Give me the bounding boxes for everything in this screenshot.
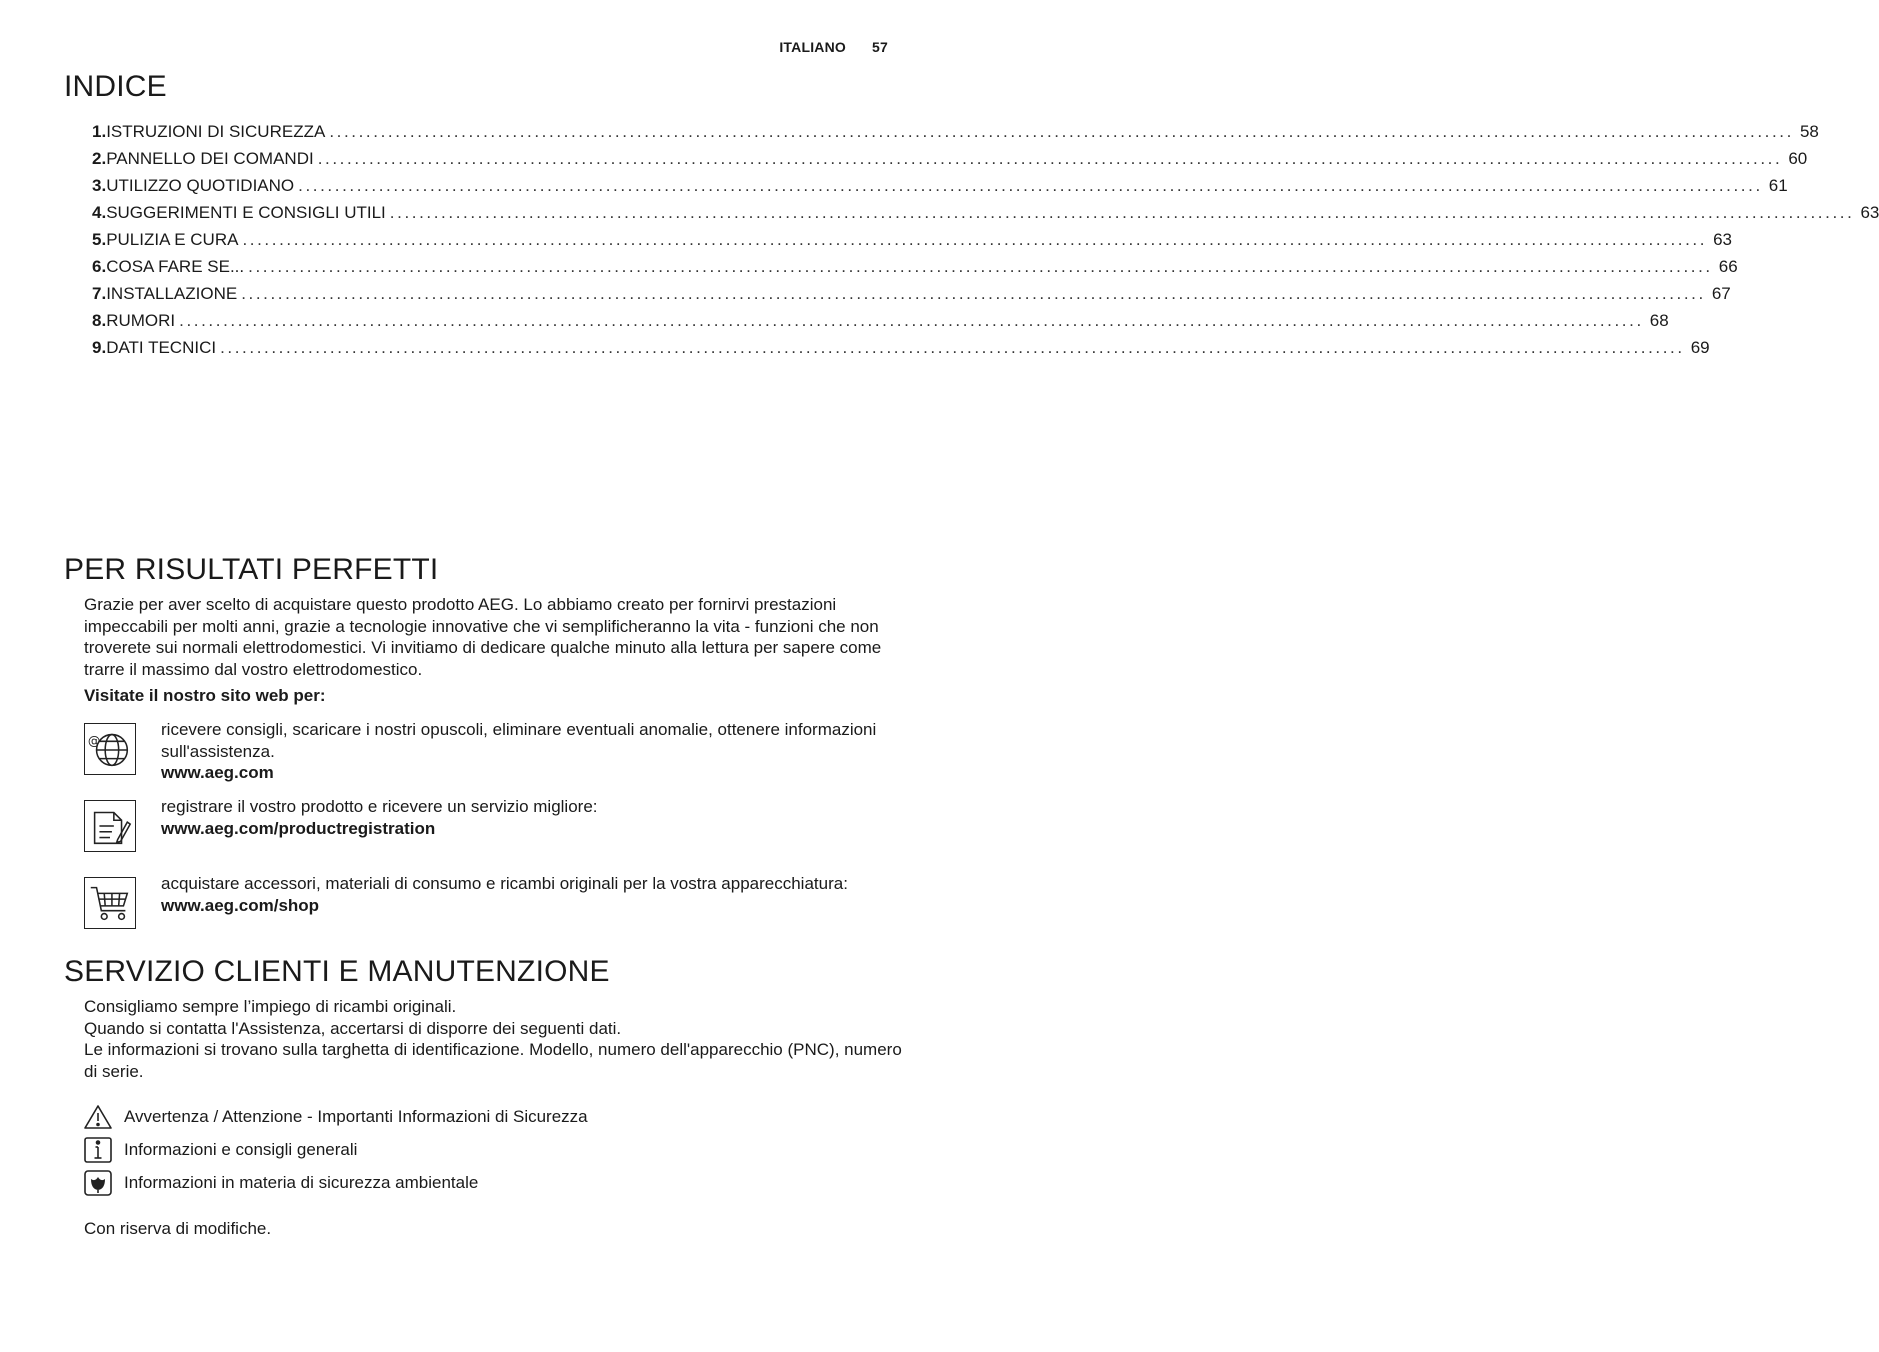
toc-leader-dots: ........................................................................................................................................................................................................ bbox=[298, 176, 1763, 195]
toc-number: 1. bbox=[92, 122, 107, 141]
toc-title: PULIZIA E CURA bbox=[106, 230, 239, 249]
svg-text:@: @ bbox=[87, 733, 101, 749]
web-item-link[interactable]: www.aeg.com/shop bbox=[161, 895, 320, 915]
toc-title: COSA FARE SE... bbox=[106, 257, 245, 276]
toc-leader-dots: ........................................................................................................................................................................................................ bbox=[317, 149, 1783, 168]
toc-page: 67 bbox=[1711, 284, 1731, 303]
toc-page: 66 bbox=[1718, 257, 1738, 276]
toc-leader-dots: ........................................................................................................................................................................................................ bbox=[242, 230, 1708, 249]
info-icon bbox=[84, 1137, 112, 1163]
toc-item[interactable] bbox=[92, 338, 1710, 365]
web-item-text: acquistare accessori, materiali di consumo e ricambi originali per la vostra apparecchiatura: bbox=[161, 874, 848, 893]
toc-item[interactable] bbox=[92, 230, 1733, 257]
service-line: Consigliamo sempre l’impiego di ricambi originali. bbox=[84, 997, 457, 1016]
toc-number: 5. bbox=[92, 230, 107, 249]
toc-number: 8. bbox=[92, 311, 107, 330]
toc-leader-dots: ........................................................................................................................................................................................................ bbox=[329, 122, 1794, 141]
toc-leader-dots: ........................................................................................................................................................................................................ bbox=[389, 203, 1855, 222]
toc-title: INSTALLAZIONE bbox=[106, 284, 238, 303]
legend-text: Informazioni e consigli generali bbox=[124, 1140, 358, 1159]
web-globe-icon bbox=[84, 723, 136, 775]
toc-leader-dots: ........................................................................................................................................................................................................ bbox=[179, 311, 1644, 330]
toc-title: PANNELLO DEI COMANDI bbox=[106, 149, 314, 168]
service-title: SERVIZIO CLIENTI E MANUTENZIONE bbox=[64, 955, 610, 988]
header-language: ITALIANO bbox=[779, 39, 847, 55]
toc-leader-dots: ........................................................................................................................................................................................................ bbox=[248, 257, 1713, 276]
toc-number: 6. bbox=[92, 257, 107, 276]
toc-title: SUGGERIMENTI E CONSIGLI UTILI bbox=[106, 203, 386, 222]
toc-page: 69 bbox=[1690, 338, 1710, 357]
web-item bbox=[161, 719, 891, 784]
toc-page: 68 bbox=[1649, 311, 1669, 330]
web-item-text: registrare il vostro prodotto e ricevere un servizio migliore: bbox=[161, 797, 598, 816]
toc-leader-dots: ........................................................................................................................................................................................................ bbox=[220, 338, 1685, 357]
toc-leader-dots: ........................................................................................................................................................................................................ bbox=[241, 284, 1706, 303]
footer-note: Con riserva di modifiche. bbox=[84, 1219, 272, 1238]
toc-title: UTILIZZO QUOTIDIANO bbox=[106, 176, 295, 195]
warning-icon bbox=[84, 1104, 112, 1130]
legend-item bbox=[84, 1137, 357, 1163]
toc-number: 9. bbox=[92, 338, 107, 357]
toc-number: 2. bbox=[92, 149, 107, 168]
toc-page: 58 bbox=[1799, 122, 1819, 141]
toc-item[interactable] bbox=[92, 311, 1669, 338]
page-header bbox=[779, 39, 888, 55]
toc-title: RUMORI bbox=[106, 311, 176, 330]
environment-leaf-icon bbox=[84, 1170, 112, 1196]
toc-item[interactable] bbox=[92, 284, 1731, 311]
registration-form-icon bbox=[84, 800, 136, 852]
legend-item bbox=[84, 1104, 588, 1130]
toc-title: DATI TECNICI bbox=[106, 338, 217, 357]
shopping-cart-icon bbox=[84, 877, 136, 929]
perfect-results-title: PER RISULTATI PERFETTI bbox=[64, 553, 439, 586]
legend-text: Avvertenza / Attenzione - Importanti Informazioni di Sicurezza bbox=[124, 1107, 588, 1126]
toc-item[interactable] bbox=[92, 149, 1808, 176]
legend-text: Informazioni in materia di sicurezza ambientale bbox=[124, 1173, 479, 1192]
intro-paragraph: Grazie per aver scelto di acquistare questo prodotto AEG. Lo abbiamo creato per fornirvi prestazioni impeccabili per molti anni, grazie a tecnologie innovative che vi semplificheranno la vita - funzioni che non troverete sui normali elettrodomestici. Vi invitiamo di dedicare qualche minuto alla lettura per sapere come trarre il massimo dal vostro elettrodomestico. bbox=[84, 595, 882, 679]
toc-item[interactable] bbox=[92, 257, 1738, 284]
toc-title: ISTRUZIONI DI SICUREZZA bbox=[106, 122, 326, 141]
table-of-contents bbox=[92, 122, 1879, 365]
web-item-text: ricevere consigli, scaricare i nostri opuscoli, eliminare eventuali anomalie, ottenere informazioni sull'assistenza. bbox=[161, 720, 877, 761]
service-paragraph bbox=[84, 996, 904, 1082]
header-page-number: 57 bbox=[872, 39, 888, 55]
web-item bbox=[161, 873, 891, 916]
toc-item[interactable] bbox=[92, 122, 1819, 149]
legend-item bbox=[84, 1170, 478, 1196]
index-title: INDICE bbox=[64, 70, 167, 103]
toc-item[interactable] bbox=[92, 176, 1788, 203]
web-item bbox=[161, 796, 891, 839]
service-line: Le informazioni si trovano sulla targhetta di identificazione. Modello, numero dell'apparecchio (PNC), numero di serie. bbox=[84, 1040, 902, 1081]
toc-page: 63 bbox=[1713, 230, 1733, 249]
toc-item[interactable] bbox=[92, 203, 1879, 230]
web-item-link[interactable]: www.aeg.com bbox=[161, 763, 274, 782]
toc-page: 63 bbox=[1860, 203, 1879, 222]
service-line: Quando si contatta l'Assistenza, accertarsi di disporre dei seguenti dati. bbox=[84, 1018, 622, 1038]
toc-number: 7. bbox=[92, 284, 107, 303]
toc-page: 60 bbox=[1788, 149, 1808, 168]
visit-label: Visitate il nostro sito web per: bbox=[84, 686, 326, 705]
web-item-link[interactable]: www.aeg.com/productregistration bbox=[161, 818, 436, 838]
toc-number: 3. bbox=[92, 176, 107, 195]
toc-number: 4. bbox=[92, 203, 107, 222]
toc-page: 61 bbox=[1768, 176, 1788, 195]
